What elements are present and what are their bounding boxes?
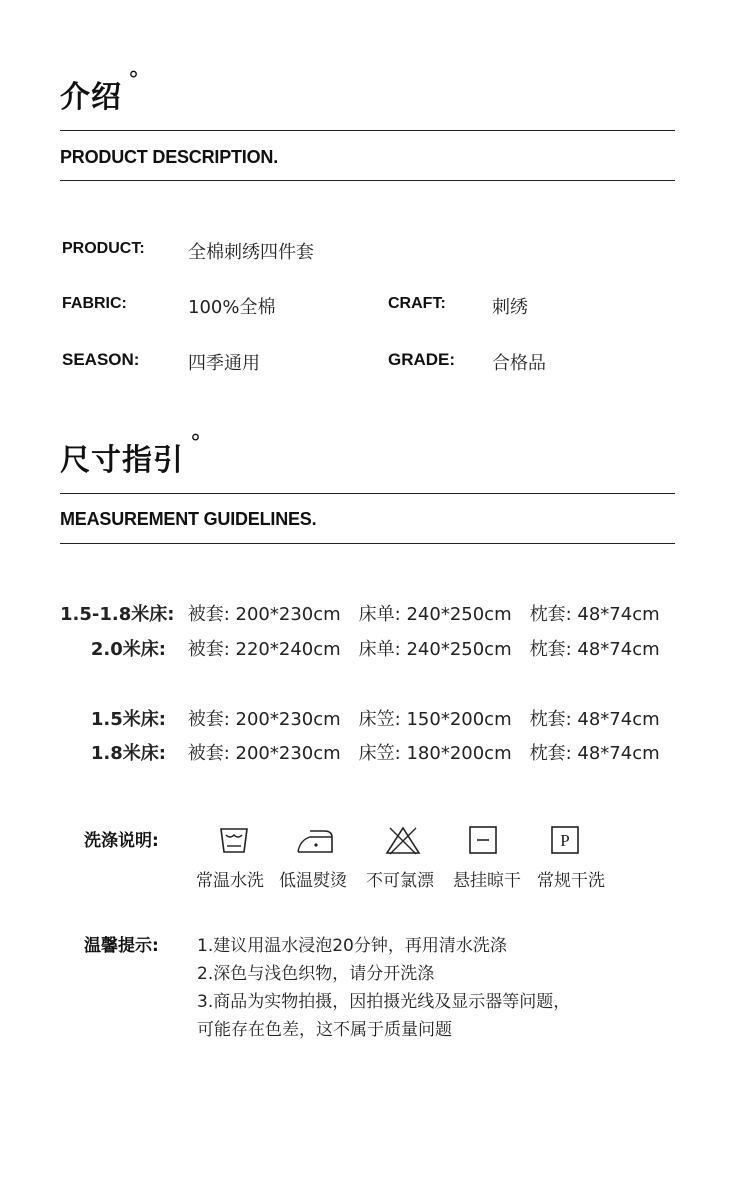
tip-line: 1.建议用温水浸泡20分钟，再用清水洗涤 [197, 936, 507, 956]
fabric-label: FABRIC: [62, 295, 127, 312]
duvet-size: 被套: 200*230cm [187, 604, 341, 625]
care-text: 常温水洗 [196, 871, 264, 891]
divider [60, 180, 675, 181]
no-bleach-icon [384, 825, 422, 855]
craft-label: CRAFT: [388, 295, 446, 312]
size-row [60, 739, 678, 765]
care-text: 悬挂晾干 [453, 871, 521, 891]
pillowcase-size: 枕套: 48*74cm [529, 639, 660, 660]
product-value: 全棉刺绣四件套 [188, 242, 314, 263]
care-text: 不可氯漂 [366, 871, 434, 891]
measurement-heading: MEASUREMENT GUIDELINES. [60, 509, 317, 529]
intro-title-text: 介绍 [60, 80, 122, 115]
size-row [60, 635, 678, 661]
care-text: 常规干洗 [537, 871, 605, 891]
degree-mark: ° [190, 431, 202, 456]
size-row [60, 600, 678, 626]
fitted-sheet-size: 床笠: 150*200cm [358, 709, 512, 730]
dry-clean-icon [550, 825, 580, 855]
product-description-heading: PRODUCT DESCRIPTION. [60, 147, 279, 167]
tips-label: 温馨提示: [84, 936, 159, 956]
season-label: SEASON: [62, 350, 140, 369]
intro-title [60, 68, 140, 116]
sheet-size: 床单: 240*250cm [358, 604, 512, 625]
size-row-label: 1.8米床: [90, 743, 166, 764]
fitted-sheet-size: 床笠: 180*200cm [358, 743, 512, 764]
hang-dry-icon [468, 825, 498, 855]
size-row-label: 2.0米床: [90, 639, 166, 660]
product-label: PRODUCT: [62, 240, 145, 257]
degree-mark: ° [128, 68, 140, 93]
size-row [60, 705, 678, 731]
pillowcase-size: 枕套: 48*74cm [529, 709, 660, 730]
size-title [60, 431, 202, 479]
pillowcase-size: 枕套: 48*74cm [529, 604, 660, 625]
divider [60, 130, 675, 131]
grade-value: 合格品 [492, 353, 546, 374]
size-row-label: 1.5-1.8米床: [60, 604, 175, 625]
divider [60, 493, 675, 494]
divider [60, 543, 675, 544]
size-row-label: 1.5米床: [90, 709, 166, 730]
care-label: 洗涤说明: [84, 831, 159, 851]
sheet-size: 床单: 240*250cm [358, 639, 512, 660]
duvet-size: 被套: 200*230cm [187, 743, 341, 764]
fabric-value: 100%全棉 [188, 297, 276, 318]
pillowcase-size: 枕套: 48*74cm [529, 743, 660, 764]
grade-label: GRADE: [388, 350, 456, 369]
iron-icon [296, 825, 334, 855]
duvet-size: 被套: 200*230cm [187, 709, 341, 730]
dry-clean-letter: P [560, 831, 570, 850]
craft-value: 刺绣 [492, 297, 528, 318]
wash-tub-icon [218, 825, 250, 855]
care-text: 低温熨烫 [279, 871, 347, 891]
duvet-size: 被套: 220*240cm [187, 639, 341, 660]
tip-line: 2.深色与浅色织物，请分开洗涤 [197, 964, 435, 984]
tip-line: 3.商品为实物拍摄，因拍摄光线及显示器等问题， [197, 992, 571, 1012]
size-title-text: 尺寸指引 [60, 443, 184, 478]
tip-line: 可能存在色差，这不属于质量问题 [197, 1020, 452, 1040]
season-value: 四季通用 [188, 353, 260, 374]
